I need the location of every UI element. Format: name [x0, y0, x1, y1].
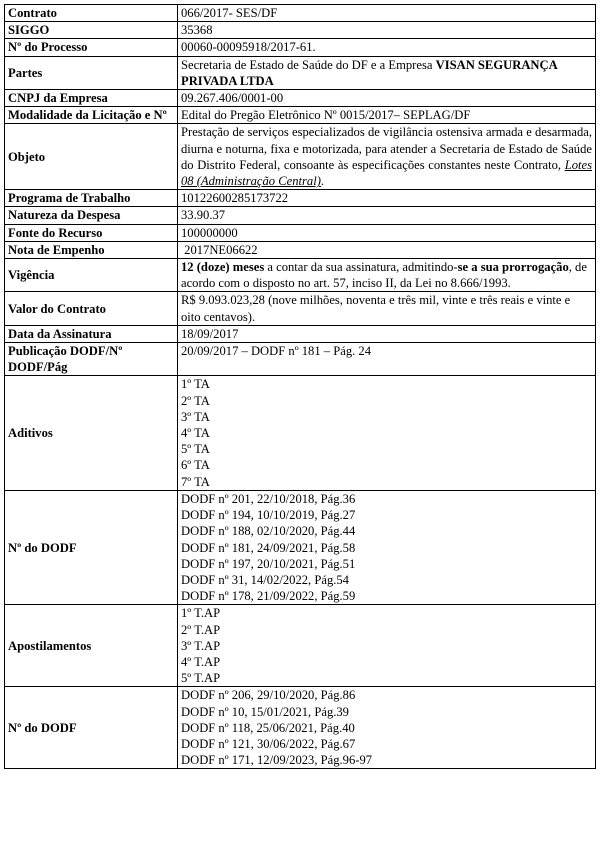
siggo-label: SIGGO [5, 22, 178, 39]
partes-value [178, 56, 596, 89]
objeto-end: . [320, 174, 325, 189]
row-vigencia [5, 259, 596, 292]
row-publicacao [5, 343, 596, 376]
valor-value: R$ 9.093.023,28 (nove milhões, noventa e três mil, vinte e três reais e vinte e oito centavos). [178, 292, 596, 325]
contrato-label: Contrato [5, 5, 178, 22]
modalidade-label: Modalidade da Licitação e Nº [5, 107, 178, 124]
publicacao-value: 20/09/2017 – DODF nº 181 – Pág. 24 [178, 343, 596, 376]
row-processo [5, 39, 596, 56]
row-modalidade [5, 107, 596, 124]
partes-prefix: Secretaria de Estado de Saúde do DF e a Empresa [181, 57, 436, 72]
row-apostilamentos [5, 605, 596, 687]
row-fonte [5, 224, 596, 241]
partes-company: VISAN SEGURANÇA PRIVADA LTDA [181, 57, 558, 88]
list-item: DODF nº 31, 14/02/2022, Pág.54 [181, 572, 349, 587]
vigencia-prorrogacao: se a sua prorrogação [457, 260, 569, 275]
dodf-apostilamentos-list [178, 687, 596, 769]
vigencia-term: 12 (doze) meses [181, 260, 265, 275]
row-dodf-aditivos [5, 490, 596, 604]
row-siggo [5, 22, 596, 39]
modalidade-value: Edital do Pregão Eletrônico Nº 0015/2017– SEPLAG/DF [178, 107, 596, 124]
natureza-value: 33.90.37 [178, 207, 596, 224]
processo-label: Nº do Processo [5, 39, 178, 56]
list-item: 2º TA [181, 393, 210, 408]
list-item: 2º T.AP [181, 622, 221, 637]
list-item: 4º T.AP [181, 654, 221, 669]
partes-label: Partes [5, 56, 178, 89]
list-item: 4º TA [181, 426, 210, 441]
row-partes [5, 56, 596, 89]
cnpj-value: 09.267.406/0001-00 [178, 90, 596, 107]
contrato-value: 066/2017- SES/DF [178, 5, 596, 22]
row-aditivos [5, 376, 596, 490]
dodf-aditivos-label: Nº do DODF [5, 490, 178, 604]
valor-label: Valor do Contrato [5, 292, 178, 325]
publicacao-label: Publicação DODF/Nº DODF/Pág [5, 343, 178, 376]
list-item: 6º TA [181, 458, 210, 473]
list-item: DODF nº 171, 12/09/2023, Pág.96-97 [181, 753, 373, 768]
natureza-label: Natureza da Despesa [5, 207, 178, 224]
row-dodf-apostilamentos [5, 687, 596, 769]
list-item: DODF nº 194, 10/10/2019, Pág.27 [181, 508, 356, 523]
list-item: 7º TA [181, 474, 210, 489]
list-item: 5º T.AP [181, 671, 221, 686]
vigencia-value [178, 259, 596, 292]
list-item: 3º T.AP [181, 638, 221, 653]
programa-value: 10122600285173722 [178, 190, 596, 207]
list-item: DODF nº 178, 21/09/2022, Pág.59 [181, 589, 356, 604]
siggo-value: 35368 [178, 22, 596, 39]
list-item: DODF nº 201, 22/10/2018, Pág.36 [181, 491, 356, 506]
vigencia-mid: a contar da sua assinatura, admitindo- [264, 260, 458, 275]
objeto-main: Prestação de serviços especializados de vigilância ostensiva armada e desarmada, diurna e noturna, fixa e motorizada, para atender a Secretaria de Estado de Saúde do Distrito Federal, consoante às especificações constantes neste Contrato, [181, 125, 592, 172]
aditivos-label: Aditivos [5, 376, 178, 490]
row-natureza [5, 207, 596, 224]
aditivos-list [178, 376, 596, 490]
apostilamentos-list [178, 605, 596, 687]
row-contrato [5, 5, 596, 22]
cnpj-label: CNPJ da Empresa [5, 90, 178, 107]
list-item: DODF nº 197, 20/10/2021, Pág.51 [181, 556, 356, 571]
assinatura-value: 18/09/2017 [178, 325, 596, 342]
row-objeto [5, 124, 596, 190]
list-item: 3º TA [181, 409, 210, 424]
list-item: DODF nº 118, 25/06/2021, Pág.40 [181, 720, 355, 735]
objeto-value [178, 124, 596, 190]
row-valor [5, 292, 596, 325]
list-item: 1º T.AP [181, 606, 221, 621]
empenho-label: Nota de Empenho [5, 241, 178, 258]
vigencia-label: Vigência [5, 259, 178, 292]
list-item: DODF nº 206, 29/10/2020, Pág.86 [181, 688, 356, 703]
list-item: 5º TA [181, 442, 210, 457]
empenho-value: 2017NE06622 [178, 241, 596, 258]
dodf-aditivos-list [178, 490, 596, 604]
list-item: DODF nº 121, 30/06/2022, Pág.67 [181, 736, 356, 751]
vigencia-end: , de acordo com o disposto no art. 57, inciso II, da Lei no 8.666/1993. [181, 260, 587, 291]
fonte-value: 100000000 [178, 224, 596, 241]
row-empenho [5, 241, 596, 258]
row-cnpj [5, 90, 596, 107]
programa-label: Programa de Trabalho [5, 190, 178, 207]
processo-value: 00060-00095918/2017-61. [178, 39, 596, 56]
list-item: DODF nº 188, 02/10/2020, Pág.44 [181, 524, 356, 539]
assinatura-label: Data da Assinatura [5, 325, 178, 342]
dodf-apostilamentos-label: Nº do DODF [5, 687, 178, 769]
contract-summary-table [4, 4, 596, 769]
row-programa [5, 190, 596, 207]
apostilamentos-label: Apostilamentos [5, 605, 178, 687]
list-item: DODF nº 10, 15/01/2021, Pág.39 [181, 704, 349, 719]
list-item: 1º TA [181, 377, 210, 392]
row-assinatura [5, 325, 596, 342]
objeto-lote: Lotes 08 (Administração Central) [181, 157, 592, 189]
list-item: DODF nº 181, 24/09/2021, Pág.58 [181, 540, 356, 555]
objeto-label: Objeto [5, 124, 178, 190]
fonte-label: Fonte do Recurso [5, 224, 178, 241]
